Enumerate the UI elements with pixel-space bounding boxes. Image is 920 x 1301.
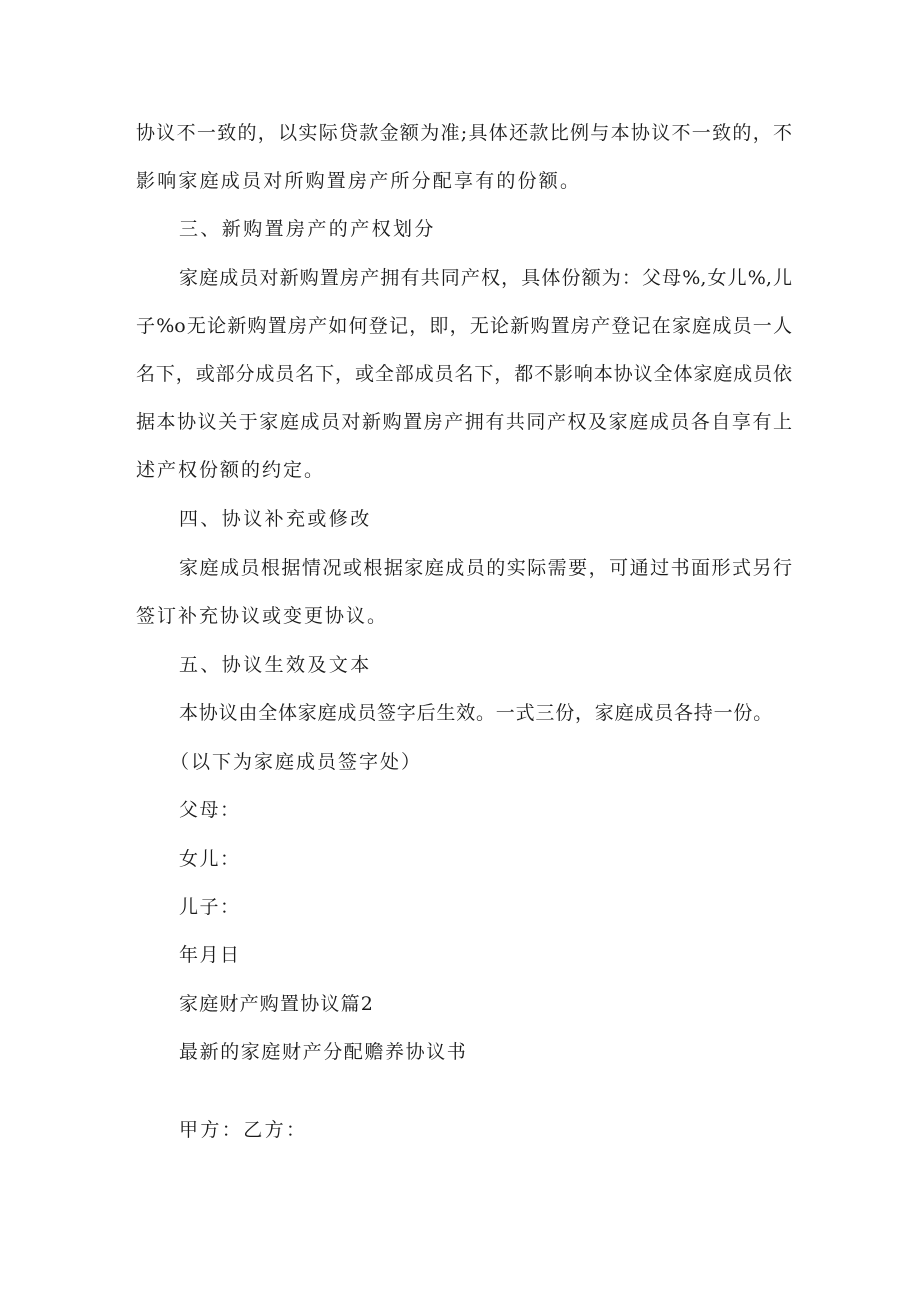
paragraph-supplement-line-2: 签订补充协议或变更协议。 bbox=[136, 605, 389, 627]
section-heading-5: 五、协议生效及文本 bbox=[179, 654, 372, 676]
signature-son: 儿子： bbox=[179, 896, 241, 918]
paragraph-ownership-line-1: 家庭成员对新购置房产拥有共同产权，具体份额为：父母%,女儿%,儿 bbox=[179, 267, 792, 289]
paragraph-ownership-line-2: 子%o无论新购置房产如何登记，即，无论新购置房产登记在家庭成员一人 bbox=[136, 315, 792, 337]
section-heading-4: 四、协议补充或修改 bbox=[179, 508, 372, 530]
paragraph-ownership-line-5: 述产权份额的约定。 bbox=[136, 459, 326, 481]
signature-daughter: 女儿： bbox=[179, 848, 241, 870]
paragraph-loan-line-2: 影响家庭成员对所购置房产所分配享有的份额。 bbox=[136, 170, 582, 192]
article-subtitle: 最新的家庭财产分配赡养协议书 bbox=[179, 1041, 468, 1063]
signature-parents: 父母： bbox=[179, 799, 241, 821]
signature-note: （以下为家庭成员签字处） bbox=[170, 751, 423, 773]
paragraph-supplement-line-1: 家庭成员根据情况或根据家庭成员的实际需要，可通过书面形式另行 bbox=[179, 557, 792, 579]
signature-date: 年月日 bbox=[179, 944, 241, 966]
section-heading-3: 三、新购置房产的产权划分 bbox=[179, 218, 436, 240]
party-line: 甲方：乙方： bbox=[179, 1119, 308, 1141]
paragraph-ownership-line-4: 据本协议关于家庭成员对新购置房产拥有共同产权及家庭成员各自享有上 bbox=[136, 411, 792, 433]
paragraph-effective: 本协议由全体家庭成员签字后生效。一式三份，家庭成员各持一份。 bbox=[179, 702, 774, 724]
paragraph-ownership-line-3: 名下，或部分成员名下，或全部成员名下，都不影响本协议全体家庭成员依 bbox=[136, 363, 792, 385]
paragraph-loan-line-1: 协议不一致的，以实际贷款金额为准;具体还款比例与本协议不一致的，不 bbox=[136, 122, 792, 144]
article-title: 家庭财产购置协议篇2 bbox=[179, 993, 375, 1015]
